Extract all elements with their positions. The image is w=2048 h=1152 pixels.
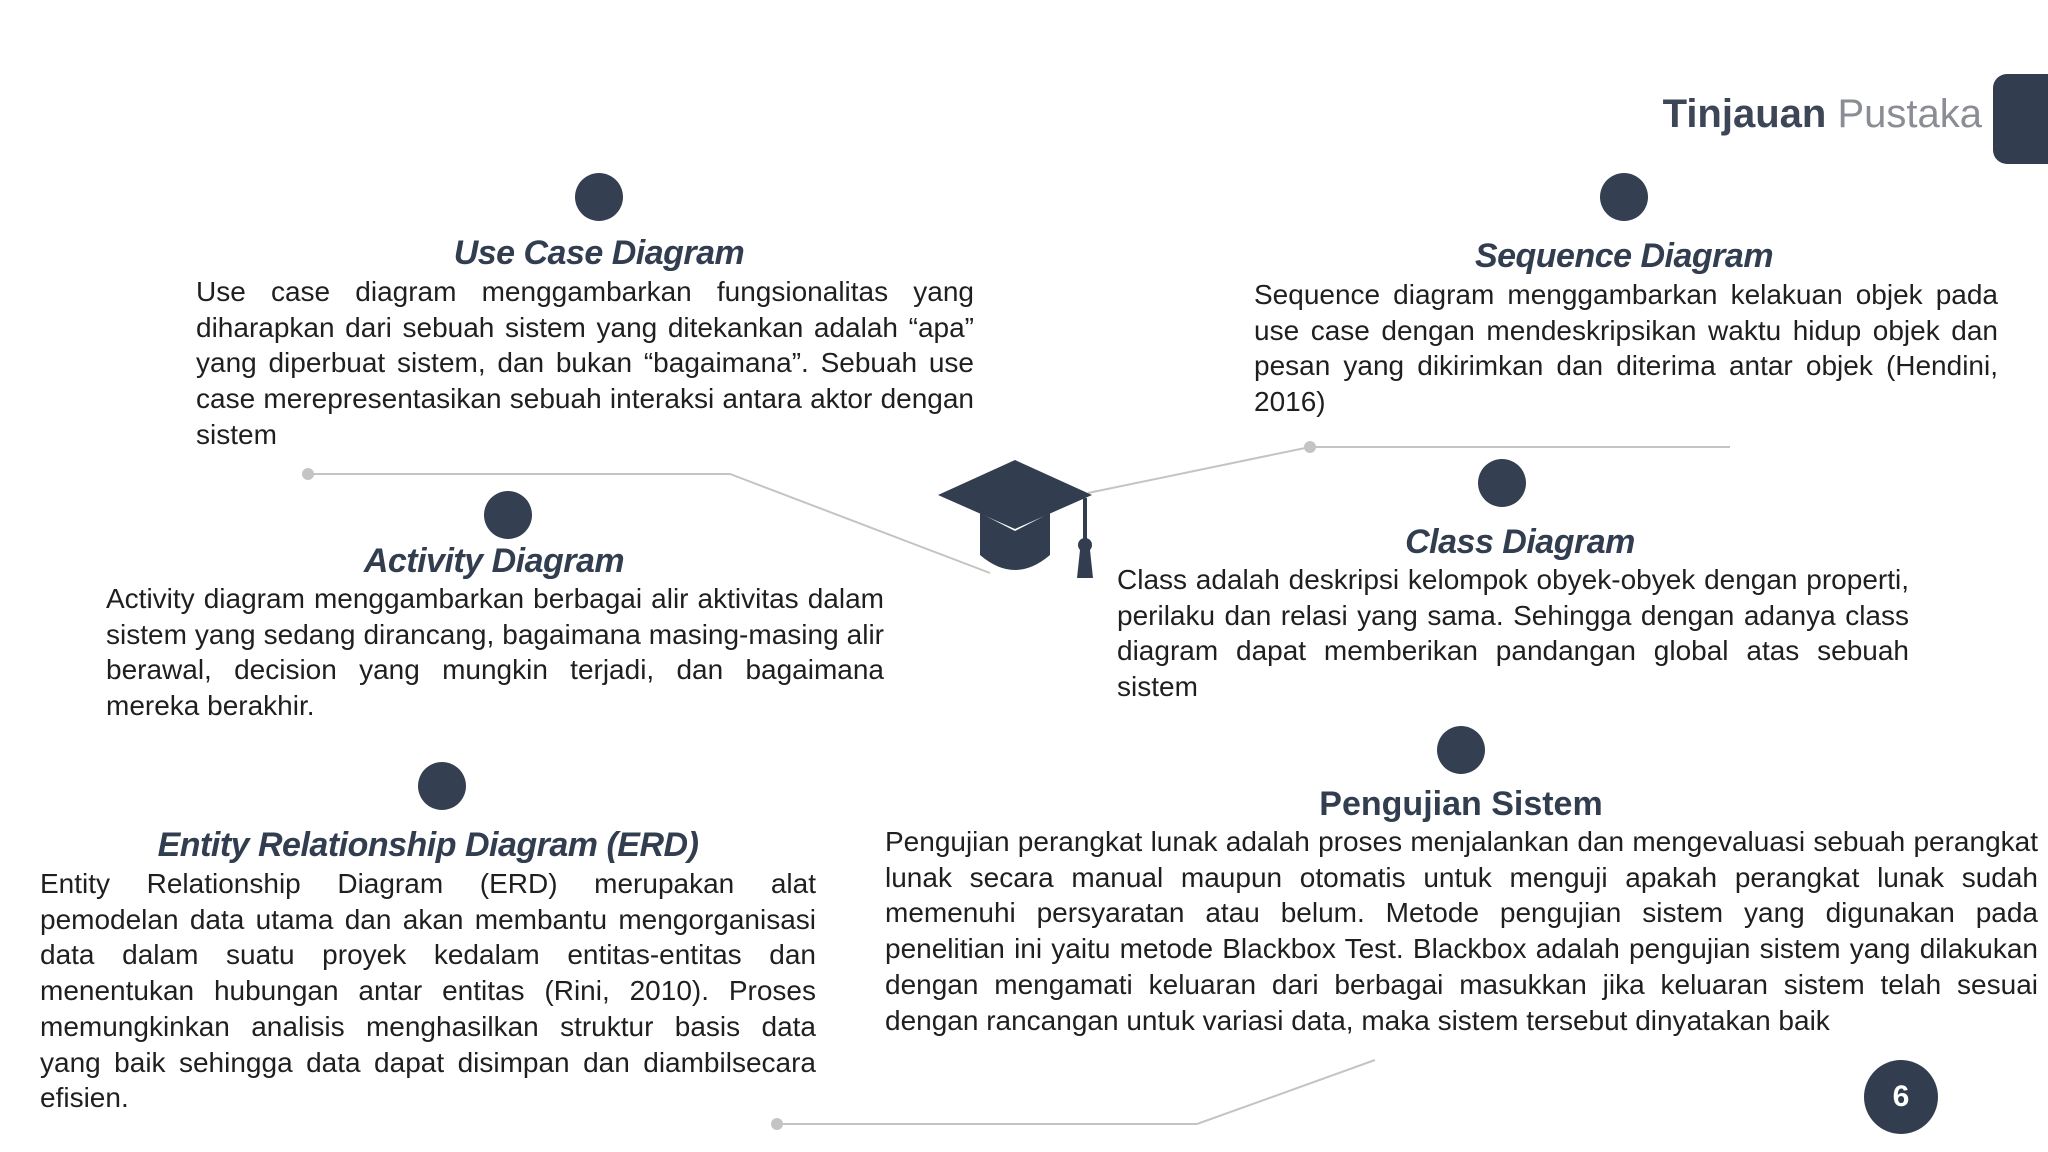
activity-dot — [484, 491, 532, 539]
erd-dot — [418, 762, 466, 810]
activity-title: Activity Diagram — [363, 542, 625, 580]
use-case-title: Use Case Diagram — [453, 234, 745, 272]
erd-text: Entity Relationship Diagram (ERD) merupakan alat pemodelan data utama dan akan membantu mengorganisasi data dalam suatu proyek kedalam entitas-entitas dan menentukan hubungan antar entitas (Rini, 2010). Proses memungkinkan analisis menghasilkan struktur basis data yang baik sehingga data dapat disimpan dan diambilsecara efisien. — [40, 868, 816, 1114]
use-case-text: Use case diagram menggambarkan fungsionalitas yang diharapkan dari sebuah sistem yang ditekankan adalah “apa” yang diperbuat sistem, dan bukan “bagaimana”. Sebuah use case merepresentasikan sebuah interaksi antara aktor dengan sistem — [196, 276, 974, 450]
class-dot — [1478, 459, 1526, 507]
use-case-dot — [575, 173, 623, 221]
connector-sequence — [1088, 447, 1730, 493]
connector-end-testing — [771, 1118, 783, 1130]
erd-title: Entity Relationship Diagram (ERD) — [157, 826, 699, 864]
sequence-title: Sequence Diagram — [1474, 237, 1774, 275]
page-title-light: Pustaka — [1837, 92, 1982, 136]
activity-text: Activity diagram menggambarkan berbagai alir aktivitas dalam sistem yang sedang dirancang, bagaimana masing-masing alir berawal, decision yang mungkin terjadi, dan bagaimana mereka berakhir. — [106, 583, 884, 722]
page-title-strong: Tinjauan — [1662, 92, 1827, 136]
graduation-cap-icon — [935, 455, 1095, 585]
connector-end-sequence — [1304, 441, 1316, 453]
connector-end-use-case — [302, 468, 314, 480]
testing-text: Pengujian perangkat lunak adalah proses menjalankan dan mengevaluasi sebuah perangkat lunak secara manual maupun otomatis untuk menguji apakah perangkat lunak sudah memenuhi persyaratan atau belum. Metode pengujian sistem yang digunakan pada penelitian ini yaitu metode Blackbox Test. Blackbox adalah pengujian sistem yang dilakukan dengan mengamati keluaran dari berbagai masukkan jika keluaran sistem telah sesuai dengan rancangan untuk variasi data, maka sistem tersebut dinyatakan baik — [885, 826, 2038, 1036]
class-text: Class adalah deskripsi kelompok obyek-obyek dengan properti, perilaku dan relasi yang sama. Sehingga dengan adanya class diagram dapat memberikan pandangan global atas sebuah sistem — [1117, 564, 1909, 703]
connector-testing — [777, 1060, 1375, 1124]
sequence-dot — [1600, 173, 1648, 221]
testing-title: Pengujian Sistem — [1319, 785, 1603, 823]
testing-dot — [1437, 726, 1485, 774]
page-number: 6 — [1864, 1060, 1938, 1134]
sequence-text: Sequence diagram menggambarkan kelakuan objek pada use case dengan mendeskripsikan waktu hidup objek dan pesan yang dikirimkan dan diterima antar objek (Hendini, 2016) — [1254, 279, 1998, 418]
class-title: Class Diagram — [1405, 523, 1635, 561]
